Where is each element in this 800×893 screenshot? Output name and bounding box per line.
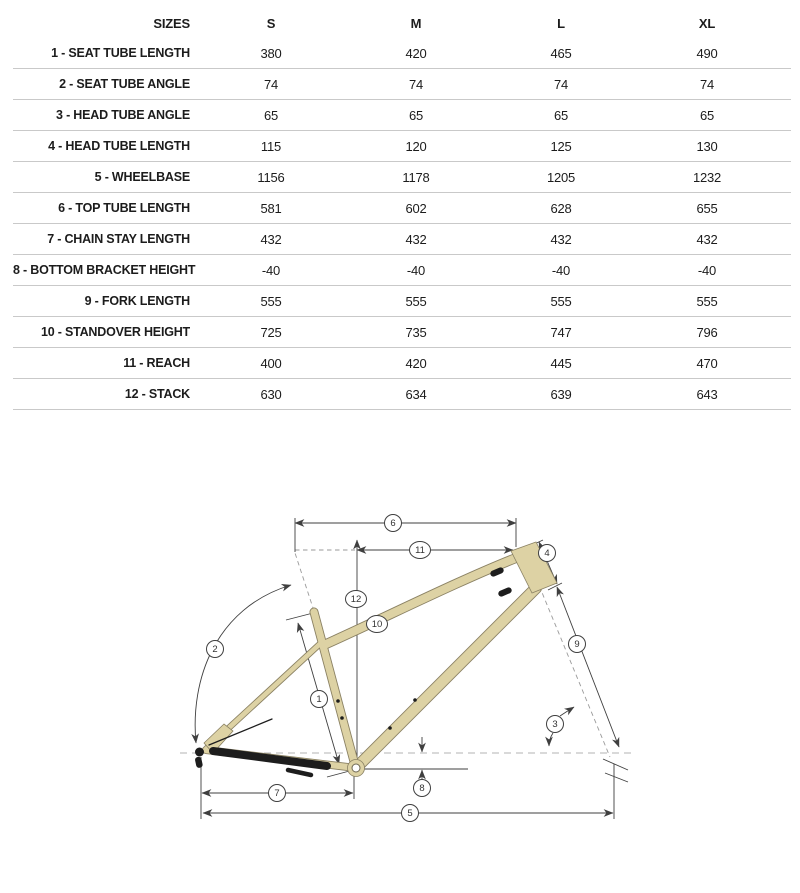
row-label: 5 - WHEELBASE xyxy=(94,170,190,184)
cell-value: 735 xyxy=(405,324,427,340)
cell-value: 643 xyxy=(696,386,718,402)
cell-value: 465 xyxy=(550,45,572,61)
callout-11 xyxy=(410,542,431,559)
column-header-s: S xyxy=(266,15,276,31)
cell-value: 65 xyxy=(263,107,279,123)
cell-value: 380 xyxy=(260,45,282,61)
cell-value: 634 xyxy=(405,386,427,402)
svg-text:8: 8 xyxy=(419,783,425,795)
cell-value: 1232 xyxy=(692,169,722,185)
cell-value: 555 xyxy=(696,293,718,309)
cell-value: 432 xyxy=(550,231,572,247)
table-row xyxy=(13,193,791,224)
cell-value: 420 xyxy=(405,45,427,61)
table-row xyxy=(13,286,791,317)
cell-value: 725 xyxy=(260,324,282,340)
column-header-l: L xyxy=(557,15,565,31)
cell-value: 74 xyxy=(263,76,279,92)
cell-value: 65 xyxy=(408,107,424,123)
chainstay-protector-lower xyxy=(288,770,311,775)
svg-text:6: 6 xyxy=(390,518,396,530)
cell-value: 655 xyxy=(696,200,718,216)
row-label: 8 - BOTTOM BRACKET HEIGHT xyxy=(13,263,196,277)
dim-seat-tube-angle xyxy=(195,585,291,743)
svg-text:10: 10 xyxy=(371,619,383,631)
cell-value: 74 xyxy=(699,76,715,92)
cell-value: 74 xyxy=(408,76,424,92)
svg-text:3: 3 xyxy=(552,719,558,731)
callout-5 xyxy=(402,805,419,822)
row-label: 10 - STANDOVER HEIGHT xyxy=(40,325,190,339)
dim-top-tube-length xyxy=(295,518,516,552)
callout-8 xyxy=(414,780,431,797)
cell-value: -40 xyxy=(551,262,571,278)
row-label: 2 - SEAT TUBE ANGLE xyxy=(59,77,190,91)
cell-value: 630 xyxy=(260,386,282,402)
row-label: 1 - SEAT TUBE LENGTH xyxy=(51,46,190,60)
table-row xyxy=(13,131,791,162)
cell-value: -40 xyxy=(261,262,281,278)
row-label: 3 - HEAD TUBE ANGLE xyxy=(56,108,190,122)
callout-6 xyxy=(385,515,402,532)
cell-value: 130 xyxy=(696,138,718,154)
table-row xyxy=(13,379,791,410)
row-label: 9 - FORK LENGTH xyxy=(84,294,190,308)
svg-text:7: 7 xyxy=(274,788,280,800)
cell-value: 125 xyxy=(550,138,572,154)
table-row xyxy=(13,224,791,255)
cell-value: 445 xyxy=(550,355,572,371)
cell-value: 65 xyxy=(553,107,569,123)
callout-9 xyxy=(569,636,586,653)
cell-value: -40 xyxy=(406,262,426,278)
bike-frame xyxy=(195,542,557,777)
cell-value: 420 xyxy=(405,355,427,371)
callout-10 xyxy=(367,616,388,633)
bottom-bracket-bore xyxy=(352,764,360,772)
column-header-m: M xyxy=(410,15,422,31)
cable-port-lower xyxy=(497,587,512,598)
table-row xyxy=(13,69,791,100)
bottle-boss xyxy=(388,726,392,730)
cell-value: -40 xyxy=(697,262,717,278)
cell-value: 1205 xyxy=(546,169,576,185)
callout-3 xyxy=(547,716,564,733)
bottle-boss xyxy=(340,716,344,720)
svg-text:5: 5 xyxy=(407,808,413,820)
row-label: 7 - CHAIN STAY LENGTH xyxy=(47,232,190,246)
table-header-row xyxy=(13,8,791,38)
column-header-xl: XL xyxy=(698,15,716,31)
row-label: 4 - HEAD TUBE LENGTH xyxy=(48,139,190,153)
cell-value: 796 xyxy=(696,324,718,340)
cell-value: 639 xyxy=(550,386,572,402)
cell-value: 555 xyxy=(550,293,572,309)
cell-value: 432 xyxy=(696,231,718,247)
svg-text:9: 9 xyxy=(574,639,580,651)
table-row xyxy=(13,162,791,193)
table-row xyxy=(13,38,791,69)
cell-value: 490 xyxy=(696,45,718,61)
callout-12 xyxy=(346,591,367,608)
cell-value: 1156 xyxy=(257,169,285,185)
sizes-header: SIZES xyxy=(153,15,190,31)
cell-value: 602 xyxy=(405,200,427,216)
svg-text:1: 1 xyxy=(316,694,322,706)
table-row xyxy=(13,348,791,379)
cell-value: 470 xyxy=(696,355,718,371)
cell-value: 432 xyxy=(260,231,282,247)
svg-text:2: 2 xyxy=(212,644,218,656)
geometry-diagram xyxy=(0,420,800,893)
svg-text:12: 12 xyxy=(350,594,362,606)
cell-value: 747 xyxy=(550,324,572,340)
table-row xyxy=(13,100,791,131)
svg-text:11: 11 xyxy=(415,545,425,557)
cell-value: 400 xyxy=(260,355,282,371)
row-label: 11 - REACH xyxy=(123,356,190,370)
cell-value: 120 xyxy=(405,138,427,154)
table-row xyxy=(13,255,791,286)
cell-value: 581 xyxy=(260,200,282,216)
bottle-boss xyxy=(413,698,417,702)
row-label: 12 - STACK xyxy=(124,387,190,401)
cell-value: 628 xyxy=(550,200,572,216)
callout-2 xyxy=(207,641,224,658)
cell-value: 432 xyxy=(405,231,427,247)
callout-7 xyxy=(269,785,286,802)
cell-value: 115 xyxy=(260,138,282,154)
cell-value: 74 xyxy=(553,76,569,92)
svg-text:4: 4 xyxy=(544,548,550,560)
geometry-table xyxy=(13,8,791,410)
table-row xyxy=(13,317,791,348)
cell-value: 65 xyxy=(699,107,715,123)
cell-value: 555 xyxy=(405,293,427,309)
callout-1 xyxy=(311,691,328,708)
cell-value: 555 xyxy=(260,293,282,309)
bottle-boss xyxy=(336,699,340,703)
cell-value: 1178 xyxy=(402,169,430,185)
derailleur-hanger xyxy=(195,756,204,768)
rear-axle xyxy=(195,748,204,757)
callout-4 xyxy=(539,545,556,562)
row-label: 6 - TOP TUBE LENGTH xyxy=(58,201,190,215)
